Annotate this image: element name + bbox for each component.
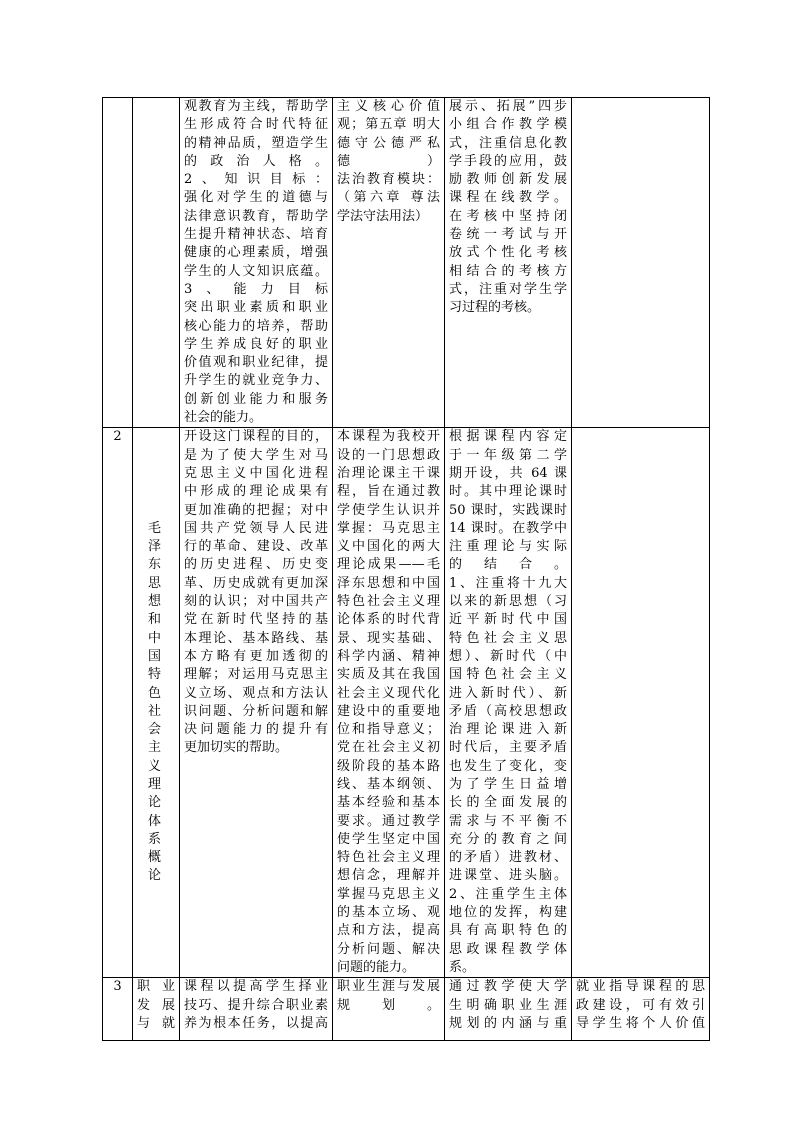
course-table	[102, 97, 710, 1041]
text-line: 革、历史成就有更加深	[184, 575, 328, 591]
text-line: 生明确职业生涯	[449, 997, 567, 1013]
course-name-line: 毛	[147, 520, 164, 536]
text-line: 在考核中坚持闭	[449, 208, 567, 224]
text-line: 法律意识教育，帮助学	[184, 208, 328, 224]
text-line: 学手段的应用，鼓	[449, 153, 567, 169]
text-line: 治理论课主干课	[337, 465, 440, 481]
course-name-line: 发展	[137, 997, 175, 1013]
text-line: 50 课时，实践课时	[449, 502, 567, 518]
course-name-line: 义	[147, 758, 164, 774]
text-line: 基本经验和基本	[337, 795, 440, 811]
row-number: 3	[103, 978, 133, 1041]
text-line: 技巧、提升综合职业素	[184, 997, 328, 1013]
text-line: 特色社会主义理	[337, 594, 440, 610]
text-line: 时。其中理论课时	[449, 484, 567, 500]
text-line: 导学生将个人价值	[576, 1015, 705, 1031]
text-line: 1、注重将十九大	[449, 575, 567, 591]
text-line: 小组合作教学模	[449, 117, 567, 133]
course-name-line: 色	[147, 685, 164, 701]
text-line: 价值观和职业纪律，提	[184, 355, 328, 371]
course-name-line: 概	[147, 850, 164, 866]
cell-method	[445, 98, 572, 428]
course-name-line: 东	[147, 557, 164, 573]
cell-content	[333, 98, 445, 428]
text-line: 本理论、基本路线、基	[184, 630, 328, 646]
course-name-line: 论	[147, 868, 164, 884]
text-line: 卷统一考试与开	[449, 227, 567, 243]
text-line: 时代后，主要矛盾	[449, 740, 567, 756]
text-line: 决问题能力的提升有	[184, 722, 328, 738]
course-name-line: 会	[147, 722, 164, 738]
text-line: 德守公德严私	[337, 135, 440, 151]
text-line: 更加准确的把握；对中	[184, 502, 328, 518]
text-line: 开设这门课程的目的，	[184, 429, 328, 445]
text-line: 学生的人文知识底蕴。	[184, 263, 328, 279]
course-name	[133, 98, 180, 428]
text-line: 程，旨在通过教	[337, 484, 440, 500]
text-line: 主义核心价值	[337, 99, 440, 114]
text-line: 进入新时代）、新	[449, 685, 567, 701]
row-number: 2	[103, 428, 133, 978]
text-line: 具有高职特色的	[449, 923, 567, 939]
course-name	[133, 428, 180, 978]
text-line: 职业生涯与发展	[337, 979, 440, 995]
course-name-line: 泽	[147, 539, 164, 555]
text-line: 国共产党领导人民进	[184, 520, 328, 536]
course-name-line: 论	[147, 795, 164, 811]
text-line: 掌握：马克思主	[337, 520, 440, 536]
text-line: 长的全面发展的	[449, 795, 567, 811]
text-line: 掌握马克思主义	[337, 886, 440, 902]
text-line: 于一年级第二学	[449, 447, 567, 463]
text-line: 2、注重学生主体	[449, 886, 567, 902]
text-line: 根据课程内容定	[449, 429, 567, 445]
course-name-line: 中	[147, 630, 164, 646]
course-name	[133, 978, 180, 1041]
text-line: 养为根本任务，以提高	[184, 1015, 328, 1031]
text-line: 的矛盾）进教材、	[449, 850, 567, 866]
cell-note	[572, 428, 710, 978]
text-line: 以来的新思想（习	[449, 594, 567, 610]
text-line: 规划的内涵与重	[449, 1015, 567, 1031]
cell-goals	[180, 98, 333, 428]
text-line: 学法守法用法）	[337, 208, 429, 224]
course-name-line: 系	[147, 831, 164, 847]
text-line: 政建设，可有效引	[576, 997, 705, 1013]
text-line: 核心能力的培养，帮助	[184, 318, 328, 334]
text-line: 行的革命、建设、改革	[184, 539, 328, 555]
text-line: 励教师创新发展	[449, 172, 567, 188]
row-number	[103, 98, 133, 428]
text-line: 治理论课进入新	[449, 722, 567, 738]
text-line: 学使学生认识并	[337, 502, 440, 518]
text-line: 位和指导意义；	[337, 722, 440, 738]
text-line: 生形成符合时代特征	[184, 117, 328, 133]
text-line: 创新创业能力和服务	[184, 391, 328, 407]
text-line: 国特色社会主义	[449, 667, 567, 683]
text-line: 通过教学使大学	[449, 979, 567, 995]
text-line: 刻的认识；对中国共产	[184, 594, 328, 610]
text-line: 本方略有更加透彻的	[184, 648, 328, 664]
text-line: 实质及其在我国	[337, 667, 440, 683]
text-line: 克思主义中国化进程	[184, 465, 328, 481]
text-line: 思政课程教学体	[449, 941, 567, 957]
text-line: 设的一门思想政	[337, 447, 440, 463]
text-line: 规划。	[337, 997, 440, 1013]
course-name-line: 理	[147, 776, 164, 792]
text-line: 矛盾（高校思想政	[449, 703, 567, 719]
text-line: 法治教育模块：	[337, 172, 440, 188]
text-line: 的结合。	[449, 557, 567, 573]
text-line: 义立场、观点和方法认	[184, 685, 328, 701]
text-line: 展示、拓展”四步	[449, 99, 567, 114]
cell-note	[572, 978, 710, 1041]
course-name-line: 主	[147, 740, 164, 756]
text-line: 2、知识目标：	[184, 172, 328, 188]
text-line: 观；第五章 明大	[337, 117, 440, 133]
cell-method	[445, 978, 572, 1041]
text-line: 特色社会主义思	[449, 630, 567, 646]
table-row	[103, 978, 710, 1041]
text-line: 建设中的重要地	[337, 703, 440, 719]
text-line: 线、基本纲领、	[337, 776, 440, 792]
cell-method	[445, 428, 572, 978]
cell-note	[572, 98, 710, 428]
text-line: 泽东思想和中国	[337, 575, 440, 591]
text-line: 义中国化的两大	[337, 539, 440, 555]
cell-goals	[180, 428, 333, 978]
course-name-line: 思	[147, 575, 164, 591]
text-line: 式，注重对学生学	[449, 281, 567, 297]
cell-goals	[180, 978, 333, 1041]
text-line: 论体系的时代背	[337, 612, 440, 628]
course-name-line: 职业	[137, 979, 175, 995]
cell-content	[333, 978, 445, 1041]
text-line: 近平新时代中国	[449, 612, 567, 628]
text-line: 3、能力目标	[184, 281, 328, 297]
text-line: 德）	[337, 153, 440, 169]
text-line: 14 课时。在教学中	[449, 520, 567, 536]
course-name-line: 体	[147, 813, 164, 829]
course-name-line: 国	[147, 648, 164, 664]
text-line: 想信念，理解并	[337, 868, 440, 884]
text-line: 突出职业素质和职业	[184, 300, 328, 316]
text-line: 地位的发挥，构建	[449, 905, 567, 921]
text-line: 健康的心理素质，增强	[184, 245, 328, 261]
text-line: 中形成的理论成果有	[184, 484, 328, 500]
text-line: 的历史进程、历史变	[184, 557, 328, 573]
text-line: 识问题、分析问题和解	[184, 703, 328, 719]
text-line: 课程在线教学。	[449, 190, 567, 206]
course-name-line: 和	[147, 612, 164, 628]
text-line: 理论成果——毛	[337, 557, 440, 573]
text-line: 需求与不平衡不	[449, 813, 567, 829]
text-line: 的精神品质，塑造学生	[184, 135, 328, 151]
text-line: 系。	[449, 959, 476, 975]
text-line: 更加切实的帮助。	[184, 740, 289, 756]
text-line: 科学内涵、精神	[337, 648, 440, 664]
text-line: 也发生了变化，变	[449, 758, 567, 774]
text-line: 生提升精神状态、培育	[184, 227, 328, 243]
text-line: 想）、新时代（中	[449, 648, 567, 664]
text-line: 观教育为主线，帮助学	[184, 99, 328, 114]
course-name-line: 与就	[137, 1015, 175, 1031]
text-line: 注重理论与实际	[449, 539, 567, 555]
text-line: 社会的能力。	[184, 410, 263, 426]
text-line: 社会主义现代化	[337, 685, 440, 701]
text-line: 的政治人格。	[184, 153, 328, 169]
text-line: 分析问题、解决	[337, 941, 440, 957]
text-line: 升学生的就业竞争力、	[184, 373, 328, 389]
text-line: 理解；对运用马克思主	[184, 667, 328, 683]
text-line: （第六章 尊法	[337, 190, 440, 206]
text-line: 是为了使大学生对马	[184, 447, 328, 463]
table-row	[103, 428, 710, 978]
text-line: 放式个性化考核	[449, 245, 567, 261]
text-line: 党在新时代坚持的基	[184, 612, 328, 628]
course-name-line: 特	[147, 667, 164, 683]
course-name-line: 想	[147, 594, 164, 610]
text-line: 就业指导课程的思	[576, 979, 705, 995]
text-line: 问题的能力。	[337, 959, 416, 975]
text-line: 使学生坚定中国	[337, 831, 440, 847]
text-line: 强化对学生的道德与	[184, 190, 328, 206]
text-line: 习过程的考核。	[449, 300, 541, 316]
text-line: 本课程为我校开	[337, 429, 440, 445]
table-row	[103, 98, 710, 428]
text-line: 点和方法，提高	[337, 923, 440, 939]
text-line: 相结合的考核方	[449, 263, 567, 279]
text-line: 学生养成良好的职业	[184, 336, 328, 352]
course-name-line: 社	[147, 703, 164, 719]
text-line: 特色社会主义理	[337, 850, 440, 866]
text-line: 的基本立场、观	[337, 905, 440, 921]
text-line: 党在社会主义初	[337, 740, 440, 756]
text-line: 为了学生日益增	[449, 776, 567, 792]
text-line: 课程以提高学生择业	[184, 979, 328, 995]
text-line: 级阶段的基本路	[337, 758, 440, 774]
text-line: 要求。通过教学	[337, 813, 440, 829]
text-line: 景、现实基础、	[337, 630, 440, 646]
text-line: 式，注重信息化教	[449, 135, 567, 151]
text-line: 期开设，共 64 课	[449, 465, 567, 481]
text-line: 进课堂、进头脑。	[449, 868, 567, 884]
text-line: 充分的教育之间	[449, 831, 567, 847]
cell-content	[333, 428, 445, 978]
